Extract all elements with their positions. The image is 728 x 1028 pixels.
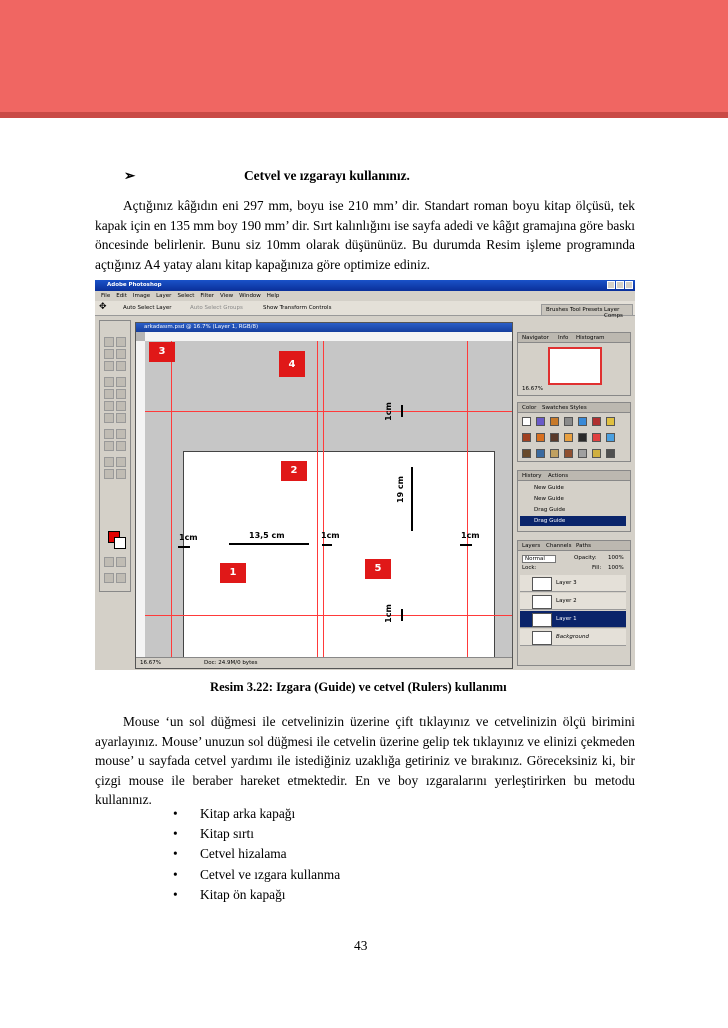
style-swatch[interactable] <box>564 417 573 426</box>
style-swatch[interactable] <box>592 449 601 458</box>
style-swatch[interactable] <box>536 433 545 442</box>
banner-shadow <box>0 112 728 118</box>
pen-tool-icon[interactable] <box>104 441 114 451</box>
figure-caption: Resim 3.22: Izgara (Guide) ve cetvel (Rulers) kullanımı <box>210 680 507 694</box>
width-arrow <box>229 543 309 545</box>
background-color-swatch[interactable] <box>114 537 126 549</box>
healing-tool-icon[interactable] <box>104 377 114 387</box>
list-item-text: Kitap arka kapağı <box>200 806 296 821</box>
tab-navigator[interactable]: Navigator <box>522 335 549 341</box>
left-margin-label: 1cm <box>179 533 198 542</box>
tab-paths[interactable]: Paths <box>576 543 591 549</box>
navigator-preview[interactable] <box>548 347 602 385</box>
tab-tool-presets[interactable]: Tool Presets <box>570 307 603 313</box>
document-size: Doc: 24.9M/0 bytes <box>204 660 258 666</box>
list-item <box>165 865 340 885</box>
spine-width-label: 1cm <box>321 531 340 540</box>
style-swatch[interactable] <box>522 433 531 442</box>
history-brush-tool-icon[interactable] <box>116 389 126 399</box>
move-tool-icon[interactable]: ✥ <box>99 302 107 312</box>
document-title: arkadasım.psd @ 16.7% (Layer 1, RGB/8) <box>144 324 259 330</box>
tab-layer-comps[interactable]: Layer Comps <box>604 307 623 319</box>
list-item <box>165 824 340 844</box>
styles-panel <box>517 402 631 462</box>
stamp-tool-icon[interactable] <box>104 389 114 399</box>
slice-tool-icon[interactable] <box>116 361 126 371</box>
list-item <box>165 885 340 905</box>
opacity-value[interactable]: 100% <box>608 555 624 561</box>
history-item[interactable] <box>520 494 626 504</box>
move-tool-icon[interactable] <box>116 337 126 347</box>
style-swatch[interactable] <box>522 417 531 426</box>
list-item-text: Cetvel hizalama <box>200 846 287 862</box>
layers-tabs <box>518 541 630 551</box>
bullet-dot-icon: • <box>173 866 178 882</box>
history-item-label: Drag Guide <box>534 518 566 524</box>
style-swatch[interactable] <box>536 449 545 458</box>
list-item-text: Kitap ön kapağı <box>200 886 286 902</box>
page-number: 43 <box>354 938 368 953</box>
app-title: Adobe Photoshop <box>107 282 162 288</box>
document-page <box>183 451 495 658</box>
zoom-level[interactable]: 16.67% <box>140 660 161 666</box>
eraser-tool-icon[interactable] <box>104 401 114 411</box>
style-swatch[interactable] <box>592 433 601 442</box>
layer-name: Layer 2 <box>556 598 577 604</box>
style-swatch[interactable] <box>550 449 559 458</box>
list-item-text: Kitap sırtı <box>200 826 254 842</box>
style-swatch[interactable] <box>522 449 531 458</box>
layers-panel <box>517 540 631 666</box>
lock-label: Lock: <box>522 565 537 571</box>
style-swatch[interactable] <box>578 433 587 442</box>
style-swatch[interactable] <box>550 433 559 442</box>
right-margin-label: 1cm <box>461 531 480 540</box>
section-heading <box>124 168 410 184</box>
layer-row[interactable] <box>520 593 626 610</box>
layer-row[interactable] <box>520 575 626 592</box>
quick-mask-icon[interactable] <box>104 557 114 567</box>
auto-select-groups-checkbox[interactable]: Auto Select Groups <box>190 305 243 311</box>
history-panel <box>517 470 631 532</box>
header-banner <box>0 0 728 118</box>
lasso-tool-icon[interactable] <box>104 349 114 359</box>
step-badge-4: 4 <box>279 351 305 377</box>
tab-actions[interactable]: Actions <box>548 473 569 479</box>
spine-width-arrow <box>322 544 332 546</box>
tab-channels[interactable]: Channels <box>546 543 572 549</box>
horizontal-guide[interactable] <box>145 615 512 616</box>
toolbox <box>99 320 131 592</box>
history-item-label: New Guide <box>534 496 564 502</box>
eyedropper-tool-icon[interactable] <box>116 457 126 467</box>
window-buttons <box>606 281 633 291</box>
arrow-bullet-icon: ➢ <box>124 168 136 183</box>
type-tool-icon[interactable] <box>116 429 126 439</box>
width-label: 13,5 cm <box>249 531 285 540</box>
spine-top-arrow <box>401 405 403 417</box>
step-badge-5: 5 <box>365 559 391 579</box>
vertical-guide[interactable] <box>171 341 172 657</box>
magic-wand-tool-icon[interactable] <box>116 349 126 359</box>
list-item <box>165 844 340 864</box>
close-icon[interactable] <box>625 281 633 289</box>
standard-screen-icon[interactable] <box>104 573 114 583</box>
app-titlebar <box>95 280 635 291</box>
style-swatch[interactable] <box>606 449 615 458</box>
hand-tool-icon[interactable] <box>104 469 114 479</box>
brush-tool-icon[interactable] <box>116 377 126 387</box>
auto-select-layer-checkbox[interactable]: Auto Select Layer <box>123 305 172 311</box>
vertical-guide[interactable] <box>323 341 324 657</box>
tab-history[interactable]: History <box>522 473 542 479</box>
menu-select[interactable]: Select <box>177 293 195 299</box>
status-bar <box>136 657 512 668</box>
style-swatch[interactable] <box>592 417 601 426</box>
zoom-tool-icon[interactable] <box>116 469 126 479</box>
blend-mode-select[interactable]: Normal <box>522 555 556 563</box>
layer-name: Layer 3 <box>556 580 577 586</box>
left-margin-arrow <box>178 546 190 548</box>
layer-thumbnail <box>532 577 552 591</box>
style-swatch[interactable] <box>606 417 615 426</box>
tab-swatches[interactable]: Swatches <box>542 405 569 411</box>
tab-info[interactable]: Info <box>558 335 569 341</box>
screen-mode-icon[interactable] <box>116 557 126 567</box>
palette-well <box>541 304 633 319</box>
right-margin-arrow <box>460 544 472 546</box>
opacity-label: Opacity: <box>574 555 597 561</box>
menu-window[interactable]: Window <box>239 293 261 299</box>
style-swatch[interactable] <box>536 417 545 426</box>
height-label: 19 cm <box>396 476 405 503</box>
spine-top-label: 1cm <box>383 402 393 421</box>
menu-help[interactable]: Help <box>266 293 280 299</box>
notes-tool-icon[interactable] <box>104 457 114 467</box>
spine-bottom-label: 1cm <box>383 604 393 623</box>
history-item[interactable] <box>520 483 626 493</box>
intro-paragraph: Açtığınız kâğıdın eni 297 mm, boyu ise 210 mm’ dir. Standart roman boyu kitap ölçüsü, tek kapak için en 135 mm boy 190 mm’ dir. Sırt kalınlığını ise sayfa adedi ve kâğıt gramajına göre baskı öncesinde belirlenir. Bunu siz 10mm olarak düşününüz. Bu durumda Resim işleme programında açtığınız A4 yatay alanı kitap kapağınıza göre optimize ediniz. <box>95 198 635 272</box>
menu-bar <box>95 291 635 301</box>
vertical-guide[interactable] <box>317 341 318 657</box>
fill-value[interactable]: 100% <box>608 565 624 571</box>
history-tabs <box>518 471 630 481</box>
layer-thumbnail <box>532 613 552 627</box>
bullet-dot-icon: • <box>173 846 178 862</box>
style-swatch[interactable] <box>550 417 559 426</box>
marquee-tool-icon[interactable] <box>104 337 114 347</box>
document-window <box>135 322 513 669</box>
menu-edit[interactable]: Edit <box>116 293 127 299</box>
bullet-dot-icon: • <box>173 806 178 821</box>
history-item-selected[interactable] <box>520 516 626 526</box>
tab-layers[interactable]: Layers <box>522 543 541 549</box>
layer-thumbnail <box>532 595 552 609</box>
style-swatch[interactable] <box>578 417 587 426</box>
dodge-tool-icon[interactable] <box>116 413 126 423</box>
canvas-area[interactable] <box>145 341 512 657</box>
show-transform-checkbox[interactable]: Show Transform Controls <box>263 305 332 311</box>
maximize-icon[interactable] <box>616 281 624 289</box>
navigator-panel <box>517 332 631 396</box>
navigator-tabs <box>518 333 630 343</box>
step-badge-3: 3 <box>149 342 175 362</box>
bullet-dot-icon: • <box>173 886 178 902</box>
menu-filter[interactable]: Filter <box>200 293 215 299</box>
horizontal-guide[interactable] <box>145 411 512 412</box>
crop-tool-icon[interactable] <box>104 361 114 371</box>
spine-bottom-arrow <box>401 609 403 621</box>
height-arrow <box>411 467 413 531</box>
fill-label: Fill: <box>592 565 602 571</box>
layer-name: Background <box>556 634 589 640</box>
style-swatch[interactable] <box>564 433 573 442</box>
document-titlebar <box>136 323 512 332</box>
bullet-list <box>165 804 340 905</box>
tab-brushes[interactable]: Brushes <box>546 307 569 313</box>
menu-view[interactable]: View <box>220 293 234 299</box>
layer-row-selected[interactable] <box>520 611 626 628</box>
list-item-text: Cetvel ve ızgara kullanma <box>200 866 341 882</box>
list-item <box>165 804 340 824</box>
navigator-zoom[interactable]: 16.67% <box>522 386 543 392</box>
tab-styles[interactable]: Styles <box>570 405 587 411</box>
path-select-tool-icon[interactable] <box>104 429 114 439</box>
history-item-label: New Guide <box>534 485 564 491</box>
gradient-tool-icon[interactable] <box>116 401 126 411</box>
layer-thumbnail <box>532 631 552 645</box>
step-badge-2: 2 <box>281 461 307 481</box>
style-swatch[interactable] <box>606 433 615 442</box>
full-screen-icon[interactable] <box>116 573 126 583</box>
step-badge-1: 1 <box>220 563 246 583</box>
tab-color[interactable]: Color <box>522 405 537 411</box>
minimize-icon[interactable] <box>607 281 615 289</box>
styles-tabs <box>518 403 630 413</box>
history-item[interactable] <box>520 505 626 515</box>
history-item-label: Drag Guide <box>534 507 566 513</box>
photoshop-screenshot <box>95 280 635 670</box>
body-paragraph: Mouse ‘un sol düğmesi ile cetvelinizin üzerine çift tıklayınız ve cetvelinizin ölçü birimini ayarlayınız. Mouse’ unuzun sol düğmesi ile cetvelin üzerine gelip tek tıklayınız ve elinizi çekmeden mouse’ u sayfada cetvel yardımı ile istediğiniz uzaklığa getiriniz ve bırakınız. Göreceksiniz ki, bir çizgi mouse ile beraber hareket etmektedir. En ve boy ızgaralarını yerleştirirken bu metodu kullanınız. <box>95 714 635 808</box>
bullet-dot-icon: • <box>173 826 178 842</box>
layer-row[interactable] <box>520 629 626 646</box>
layer-name: Layer 1 <box>556 616 577 622</box>
menu-image[interactable]: Image <box>132 293 151 299</box>
style-swatch[interactable] <box>564 449 573 458</box>
blur-tool-icon[interactable] <box>104 413 114 423</box>
shape-tool-icon[interactable] <box>116 441 126 451</box>
menu-file[interactable]: File <box>101 293 111 299</box>
tab-histogram[interactable]: Histogram <box>576 335 605 341</box>
menu-layer[interactable]: Layer <box>156 293 172 299</box>
style-swatch[interactable] <box>578 449 587 458</box>
vertical-guide[interactable] <box>467 341 468 657</box>
heading-text: Cetvel ve ızgarayı kullanınız. <box>244 168 410 183</box>
